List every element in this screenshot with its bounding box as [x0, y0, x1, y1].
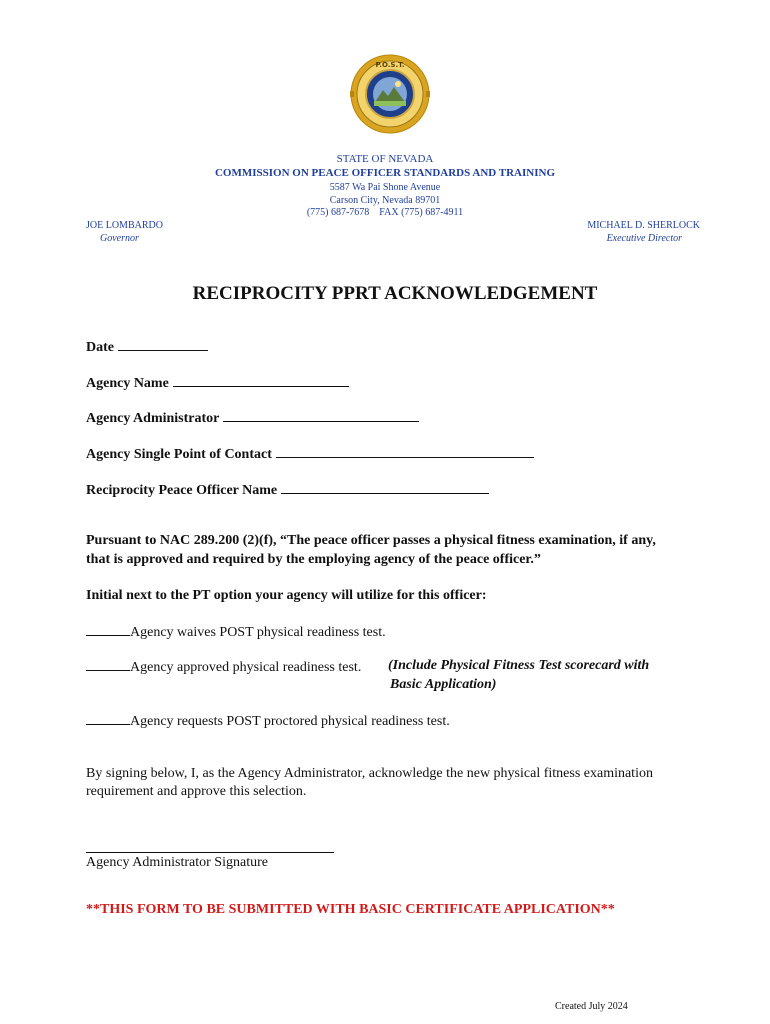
director-title: Executive Director	[606, 233, 682, 244]
letterhead-phone: (775) 687-7678 FAX (775) 687-4911	[306, 207, 464, 218]
option-approved-note-1: (Include Physical Fitness Test scorecard with	[388, 658, 650, 673]
officer-name-label: Reciprocity Peace Officer Name	[86, 483, 278, 498]
option-waive[interactable]	[86, 623, 386, 641]
initial-blank-2[interactable]	[86, 658, 130, 671]
option-approved-note-2: Basic Application)	[390, 677, 497, 692]
officer-name-field[interactable]	[86, 481, 489, 499]
single-point-contact-label: Agency Single Point of Contact	[86, 447, 272, 462]
signature-line[interactable]	[86, 852, 334, 853]
nevada-post-seal-icon	[350, 54, 430, 134]
director-name: MICHAEL D. SHERLOCK	[587, 220, 700, 231]
letterhead-address2: Carson City, Nevada 89701	[329, 195, 441, 206]
option-proctored-label: Agency requests POST proctored physical readiness test.	[130, 714, 450, 729]
created-date: Created July 2024	[555, 1001, 628, 1012]
agency-administrator-label: Agency Administrator	[86, 411, 220, 426]
instruction-text: Initial next to the PT option your agency will utilize for this officer:	[86, 588, 487, 603]
initial-blank-3[interactable]	[86, 712, 130, 725]
agency-administrator-line[interactable]	[223, 409, 419, 422]
letterhead-address1: 5587 Wa Pai Shone Avenue	[329, 182, 441, 193]
date-label: Date	[86, 340, 114, 355]
agency-name-label: Agency Name	[86, 376, 169, 391]
statute-line-1: Pursuant to NAC 289.200 (2)(f), “The peace officer passes a physical fitness examination, if any,	[86, 533, 656, 548]
date-field[interactable]	[86, 338, 208, 356]
governor-title: Governor	[100, 233, 139, 244]
letterhead-commission: COMMISSION ON PEACE OFFICER STANDARDS AND TRAINING	[214, 167, 556, 179]
agency-name-field[interactable]	[86, 374, 349, 392]
page-title: RECIPROCITY PPRT ACKNOWLEDGEMENT	[192, 283, 598, 304]
statute-line-2: that is approved and required by the employing agency of the peace officer.”	[86, 552, 541, 567]
initial-blank-1[interactable]	[86, 623, 130, 636]
single-point-contact-field[interactable]	[86, 445, 534, 463]
agency-name-line[interactable]	[173, 374, 349, 387]
single-point-contact-line[interactable]	[276, 445, 534, 458]
option-waive-label: Agency waives POST physical readiness test.	[130, 625, 386, 640]
letterhead-state: STATE OF NEVADA	[336, 153, 434, 165]
governor-name: JOE LOMBARDO	[86, 220, 163, 231]
seal-text: P.O.S.T.	[375, 61, 405, 69]
acknowledgement-line-2: requirement and approve this selection.	[86, 784, 307, 799]
signature-label: Agency Administrator Signature	[86, 855, 268, 870]
option-approved-label: Agency approved physical readiness test.	[130, 660, 362, 675]
option-approved[interactable]	[86, 658, 361, 676]
date-line[interactable]	[118, 338, 208, 351]
agency-administrator-field[interactable]	[86, 409, 419, 427]
option-proctored[interactable]	[86, 712, 450, 730]
acknowledgement-line-1: By signing below, I, as the Agency Administrator, acknowledge the new physical fitness examination	[86, 766, 653, 781]
submission-notice: **THIS FORM TO BE SUBMITTED WITH BASIC CERTIFICATE APPLICATION**	[86, 902, 615, 917]
officer-name-line[interactable]	[281, 481, 489, 494]
